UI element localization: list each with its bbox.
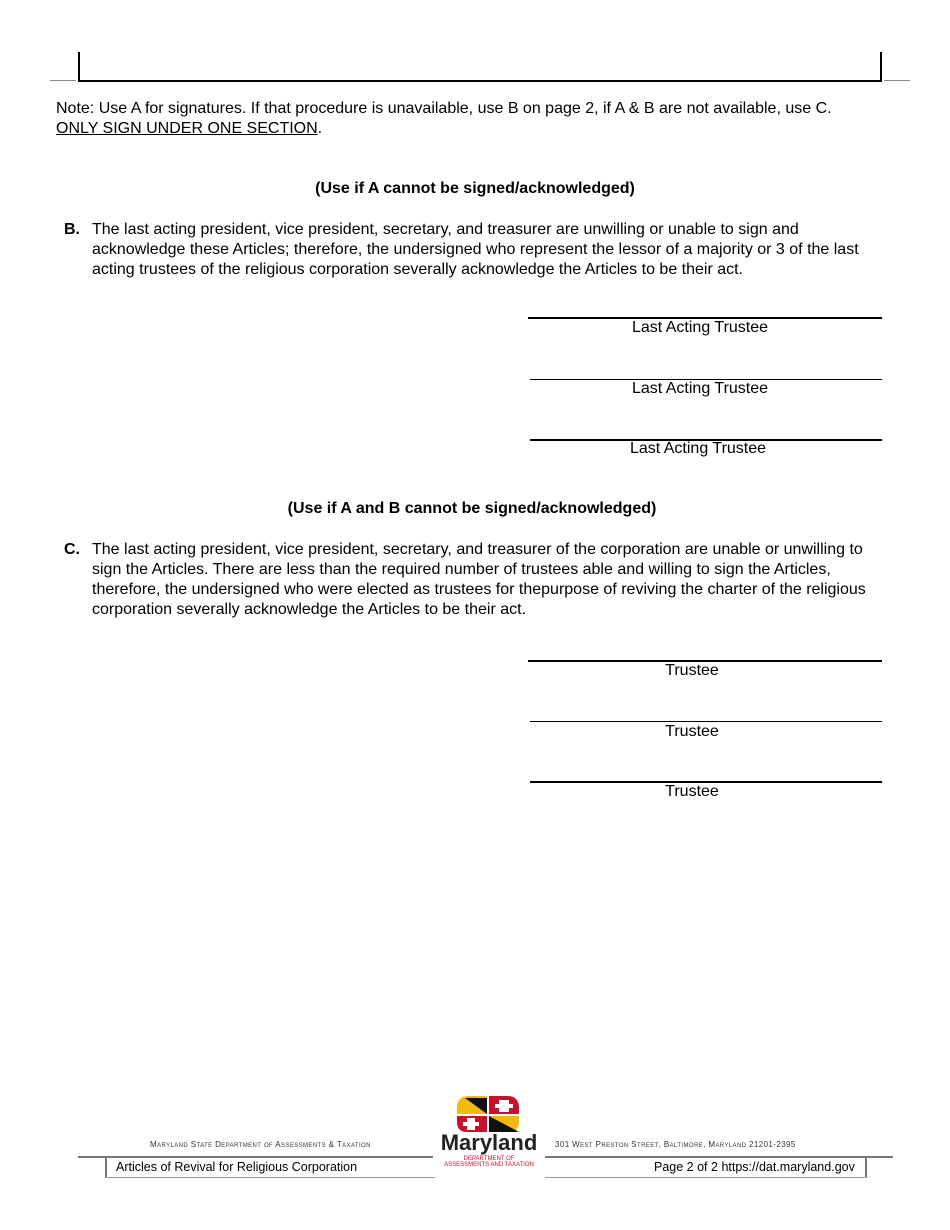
section-b-paragraph [64, 220, 884, 280]
signature-label: Last Acting Trustee [631, 380, 769, 397]
note-emphasis: ONLY SIGN UNDER ONE SECTION [56, 120, 318, 137]
footer-address: 301 West Preston Street, Baltimore, Maryland 21201-2395 [555, 1140, 796, 1149]
header-left-stub [50, 80, 76, 81]
maryland-flag-icon [455, 1094, 521, 1134]
note-text: Note: Use A for signatures. If that procedure is unavailable, use B on page 2, if A & B are not available, use C. [56, 100, 832, 117]
section-b-letter: B. [64, 221, 80, 238]
header-right-tick [880, 52, 882, 81]
signature-label: Last Acting Trustee [629, 440, 767, 457]
section-c-letter: C. [64, 541, 80, 558]
logo-subtitle-line1: DEPARTMENT OF [463, 1156, 515, 1162]
section-c-heading: (Use if A and B cannot be signed/acknowledged) [287, 500, 657, 517]
footer-rule-bottom-left [105, 1177, 435, 1178]
signature-label: Trustee [665, 783, 719, 800]
footer-agency: Maryland State Department of Assessments & Taxation [150, 1140, 371, 1149]
section-c-paragraph [64, 540, 884, 620]
header-left-tick [78, 52, 80, 81]
section-c-text: The last acting president, vice president, secretary, and treasurer of the corporation are unable or unwilling to sign the Articles. There are less than the required number of trustees able and willing to sign the Articles, therefore, the undersigned who were elected as trustees for thepurpose of reviving the charter of the religious corporation severally acknowledge the Articles to be their act. [92, 541, 866, 618]
header-right-stub [884, 80, 910, 81]
logo-subtitle [436, 1156, 542, 1168]
footer-url[interactable]: https://dat.maryland.gov [721, 1160, 855, 1174]
section-b-text: The last acting president, vice president, secretary, and treasurer are unwilling or unable to sign and acknowledge these Articles; therefore, the undersigned who represent the lessor of a majority or 3 of the last acting trustees of the religious corporation severally acknowledge the Articles to be their act. [92, 221, 859, 278]
note-end: . [317, 120, 323, 137]
footer-rule-bottom-right [545, 1177, 867, 1178]
logo-wordmark: Maryland [440, 1130, 538, 1155]
footer-right-tick [865, 1158, 867, 1178]
logo-subtitle-line2: ASSESSMENTS AND TAXATION [444, 1162, 534, 1168]
footer-rule-left [78, 1156, 433, 1158]
section-b-heading: (Use if A cannot be signed/acknowledged) [315, 180, 635, 197]
footer-form-title: Articles of Revival for Religious Corporation [116, 1160, 358, 1174]
footer-rule-right [545, 1156, 893, 1158]
header-rule [78, 80, 882, 82]
footer-page-info [654, 1160, 855, 1174]
signature-line[interactable] [530, 721, 882, 722]
signature-label: Last Acting Trustee [631, 319, 769, 336]
signature-label: Trustee [665, 723, 719, 740]
footer-page-number: Page 2 of 2 [654, 1160, 718, 1174]
signature-label: Trustee [665, 662, 719, 679]
footer-left-tick [105, 1158, 107, 1178]
note [56, 99, 916, 139]
